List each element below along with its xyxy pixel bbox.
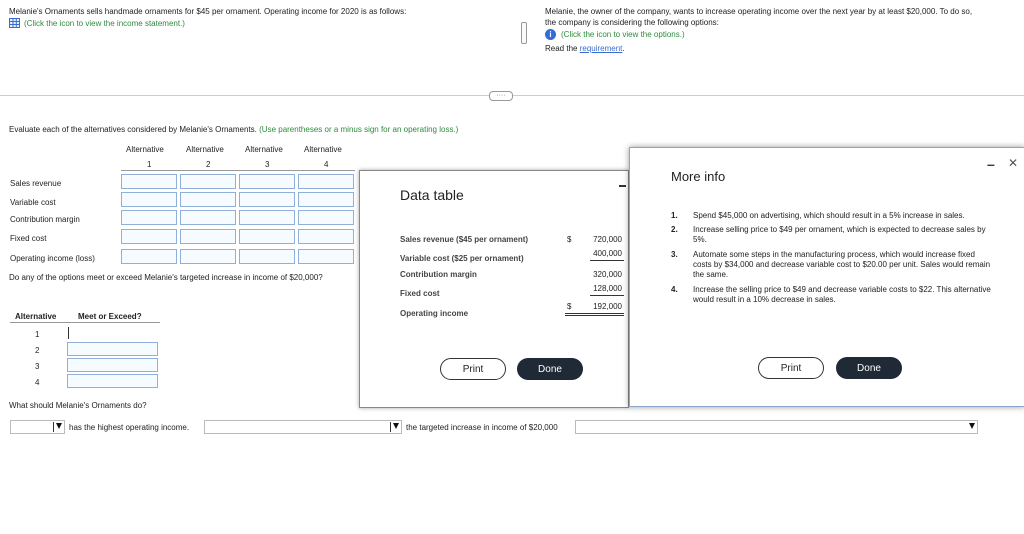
sales-alt-2-input[interactable]: [180, 174, 236, 189]
alt-number-2: 2: [206, 160, 211, 169]
sales-alt-4-input[interactable]: [298, 174, 354, 189]
minimize-icon[interactable]: [619, 185, 626, 187]
sales-alt-1-input[interactable]: [121, 174, 177, 189]
data-table-print-button[interactable]: Print: [440, 358, 506, 380]
variable-cost-alt-3-input[interactable]: [239, 192, 295, 207]
instruction-text: Evaluate each of the alternatives considered by Melanie's Ornaments.: [9, 125, 257, 134]
data-table-dialog: [359, 170, 629, 408]
alternative-select[interactable]: [10, 420, 65, 434]
operating-income-alt-4-input[interactable]: [298, 249, 354, 264]
double-underline: [565, 313, 624, 314]
option-text-3: Automate some steps in the manufacturing process, which would increase fixed costs by $34,000 and decrease variable cost to $20.00 per unit. Sales would remain the same.: [693, 250, 991, 279]
operating-income-alt-3-input[interactable]: [239, 249, 295, 264]
fixed-cost-alt-1-input[interactable]: [121, 229, 177, 244]
dt-value-variable: 400,000: [593, 249, 622, 258]
alt-header-2: Alternative: [186, 145, 224, 154]
option-number-3: 3.: [671, 250, 678, 259]
operating-income-alt-1-input[interactable]: [121, 249, 177, 264]
dt-value-sales: 720,000: [593, 235, 622, 244]
chevron-down-icon: [56, 423, 62, 429]
pane-splitter[interactable]: [521, 22, 527, 44]
dt-value-fixed: 128,000: [593, 284, 622, 293]
meets-select[interactable]: [204, 420, 402, 434]
row-label-sales: Sales revenue: [10, 179, 62, 188]
dt-value-operating: 192,000: [593, 302, 622, 311]
meet-alt-4-input[interactable]: [67, 374, 158, 388]
question-recommendation: What should Melanie's Ornaments do?: [9, 401, 147, 410]
instruction: [9, 125, 458, 134]
meet-header-rule: [10, 322, 160, 323]
fixed-cost-alt-3-input[interactable]: [239, 229, 295, 244]
problem-goal-line2: the company is considering the following options:: [545, 18, 719, 27]
options-link[interactable]: (Click the icon to view the options.): [561, 30, 685, 39]
row-label-fixed-cost: Fixed cost: [10, 234, 47, 243]
row-label-contribution: Contribution margin: [10, 215, 80, 224]
option-number-1: 1.: [671, 211, 678, 220]
chevron-down-icon: [393, 423, 399, 429]
info-icon[interactable]: i: [545, 29, 556, 40]
income-statement-link[interactable]: (Click the icon to view the income statement.): [24, 19, 185, 28]
contribution-alt-2-input[interactable]: [180, 210, 236, 225]
more-info-dialog: [629, 147, 1024, 407]
option-text-2: Increase selling price to $49 per ornament, which is expected to decrease sales by 5%.: [693, 225, 986, 244]
option-number-2: 2.: [671, 225, 678, 234]
alt-number-4: 4: [324, 160, 329, 169]
alt-number-1: 1: [147, 160, 152, 169]
dt-label-variable: Variable cost ($25 per ornament): [400, 254, 524, 263]
chevron-down-icon: [969, 423, 975, 429]
contribution-alt-4-input[interactable]: [298, 210, 354, 225]
answer-part1: has the highest operating income.: [69, 423, 190, 432]
contribution-alt-3-input[interactable]: [239, 210, 295, 225]
variable-cost-alt-2-input[interactable]: [180, 192, 236, 207]
minimize-icon[interactable]: –: [987, 156, 995, 172]
dt-sym-sales: $: [567, 235, 572, 244]
option-text-4: Increase the selling price to $49 and decrease variable costs to $22. This alternative would result in a 10% decrease in sales.: [693, 285, 991, 304]
text-cursor: [68, 327, 69, 339]
more-info-done-button[interactable]: Done: [836, 357, 902, 379]
question-meet-target: Do any of the options meet or exceed Melanie's targeted increase in income of $20,000?: [9, 273, 323, 282]
dt-label-operating: Operating income: [400, 309, 469, 318]
data-table-title: Data table: [400, 187, 464, 203]
dt-label-fixed: Fixed cost: [400, 289, 440, 298]
header-rule: [121, 170, 355, 171]
alt-number-3: 3: [265, 160, 270, 169]
dt-label-contribution: Contribution margin: [400, 270, 477, 279]
meet-col-alternative: Alternative: [15, 312, 57, 321]
meet-alt-3-input[interactable]: [67, 358, 158, 372]
problem-goal-line1: Melanie, the owner of the company, wants to increase operating income over the next year by at least $20,000. To do so,: [545, 7, 973, 16]
alt-header-4: Alternative: [304, 145, 342, 154]
problem-intro: Melanie's Ornaments sells handmade ornaments for $45 per ornament. Operating income for 2020 is as follows:: [9, 7, 407, 16]
read-prefix: Read the: [545, 44, 578, 53]
variable-cost-alt-1-input[interactable]: [121, 192, 177, 207]
recommendation-select[interactable]: [575, 420, 978, 434]
instruction-hint: (Use parentheses or a minus sign for an operating loss.): [259, 125, 459, 134]
fixed-cost-alt-4-input[interactable]: [298, 229, 354, 244]
close-icon[interactable]: ✕: [1008, 156, 1019, 170]
read-suffix: .: [622, 44, 625, 53]
row-label-operating-income: Operating income (loss): [10, 254, 95, 263]
meet-row-3: 3: [35, 362, 40, 371]
underline: [590, 260, 624, 261]
operating-income-alt-2-input[interactable]: [180, 249, 236, 264]
meet-row-1: 1: [35, 330, 40, 339]
contribution-alt-1-input[interactable]: [121, 210, 177, 225]
option-text-1: Spend $45,000 on advertising, which should result in a 5% increase in sales.: [693, 211, 965, 220]
fixed-cost-alt-2-input[interactable]: [180, 229, 236, 244]
read-requirement: [545, 44, 625, 53]
data-table-done-button[interactable]: Done: [517, 358, 583, 380]
answer-part2: the targeted increase in income of $20,000: [406, 423, 558, 432]
dt-sym-operating: $: [567, 302, 572, 311]
meet-alt-2-input[interactable]: [67, 342, 158, 356]
alt-header-1: Alternative: [126, 145, 164, 154]
collapse-handle[interactable]: ····: [489, 91, 513, 101]
meet-col-meet-exceed: Meet or Exceed?: [78, 312, 142, 321]
meet-row-4: 4: [35, 378, 40, 387]
more-info-title: More info: [671, 169, 726, 184]
sales-alt-3-input[interactable]: [239, 174, 295, 189]
more-info-print-button[interactable]: Print: [758, 357, 824, 379]
meet-row-2: 2: [35, 346, 40, 355]
option-number-4: 4.: [671, 285, 678, 294]
requirement-link[interactable]: requirement: [579, 44, 623, 53]
table-icon[interactable]: [9, 18, 20, 28]
row-label-variable-cost: Variable cost: [10, 198, 56, 207]
underline: [590, 295, 624, 296]
double-underline: [565, 315, 624, 316]
alt-header-3: Alternative: [245, 145, 283, 154]
variable-cost-alt-4-input[interactable]: [298, 192, 354, 207]
dt-value-contribution: 320,000: [593, 270, 622, 279]
dt-label-sales: Sales revenue ($45 per ornament): [400, 235, 529, 244]
